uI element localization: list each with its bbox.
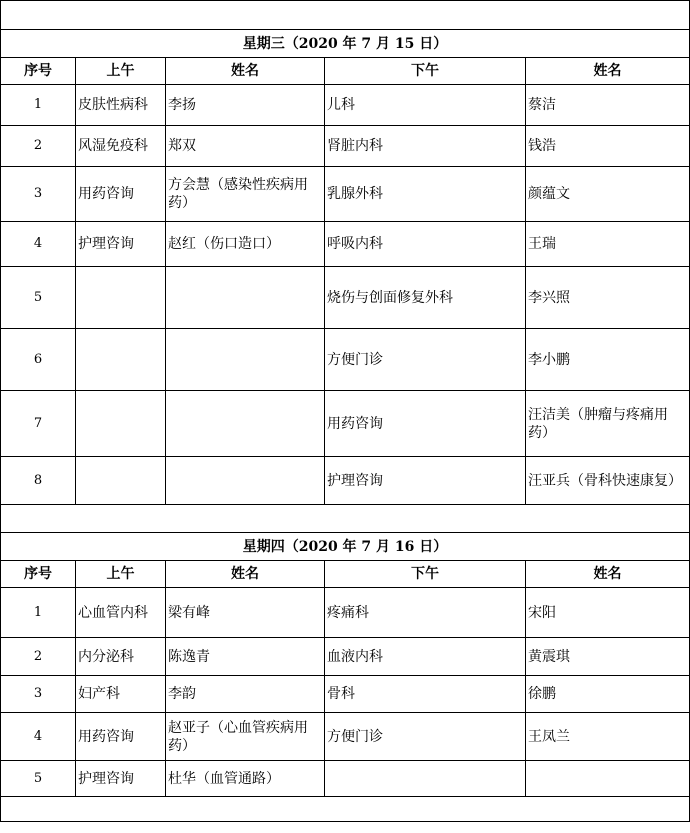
pm-doctor: 颜蕴文 <box>526 167 690 222</box>
row-number: 8 <box>1 457 76 505</box>
header-no: 序号 <box>1 58 76 85</box>
pm-department: 肾脏内科 <box>325 126 526 167</box>
row-number: 2 <box>1 126 76 167</box>
header-pm-name: 姓名 <box>526 561 690 588</box>
table-row <box>1 222 690 267</box>
table-row <box>1 676 690 713</box>
header-am: 上午 <box>76 58 166 85</box>
header-am: 上午 <box>76 561 166 588</box>
pm-department: 骨科 <box>325 676 526 713</box>
blank-cell <box>1 1 690 30</box>
table-row <box>1 588 690 638</box>
am-department <box>76 267 166 329</box>
row-number: 1 <box>1 588 76 638</box>
pm-doctor: 黄震琪 <box>526 638 690 676</box>
pm-doctor: 宋阳 <box>526 588 690 638</box>
row-number: 4 <box>1 713 76 761</box>
am-doctor: 郑双 <box>166 126 325 167</box>
table-row <box>1 761 690 797</box>
header-am-name: 姓名 <box>166 58 325 85</box>
pm-department: 用药咨询 <box>325 391 526 457</box>
pm-doctor: 汪亚兵（骨科快速康复） <box>526 457 690 505</box>
section-title: 星期四（2020 年 7 月 16 日） <box>1 533 690 561</box>
pm-department: 护理咨询 <box>325 457 526 505</box>
pm-department: 疼痛科 <box>325 588 526 638</box>
am-doctor: 赵亚子（心血管疾病用药） <box>166 713 325 761</box>
table-row <box>1 167 690 222</box>
am-doctor <box>166 329 325 391</box>
am-department: 内分泌科 <box>76 638 166 676</box>
pm-doctor: 王瑞 <box>526 222 690 267</box>
pm-department: 血液内科 <box>325 638 526 676</box>
am-doctor: 杜华（血管通路） <box>166 761 325 797</box>
table-row <box>1 391 690 457</box>
am-department: 妇产科 <box>76 676 166 713</box>
row-number: 1 <box>1 85 76 126</box>
pm-doctor: 李小鹏 <box>526 329 690 391</box>
am-doctor <box>166 267 325 329</box>
row-number: 3 <box>1 167 76 222</box>
am-department <box>76 329 166 391</box>
table-row <box>1 85 690 126</box>
am-department: 皮肤性病科 <box>76 85 166 126</box>
am-department: 用药咨询 <box>76 713 166 761</box>
pm-department: 乳腺外科 <box>325 167 526 222</box>
row-number: 3 <box>1 676 76 713</box>
am-doctor <box>166 391 325 457</box>
pm-department: 烧伤与创面修复外科 <box>325 267 526 329</box>
row-number: 2 <box>1 638 76 676</box>
am-department: 护理咨询 <box>76 761 166 797</box>
header-pm: 下午 <box>325 58 526 85</box>
pm-department <box>325 761 526 797</box>
row-number: 4 <box>1 222 76 267</box>
pm-doctor: 汪洁美（肿瘤与疼痛用药） <box>526 391 690 457</box>
am-department <box>76 457 166 505</box>
am-doctor: 陈逸青 <box>166 638 325 676</box>
pm-doctor <box>526 761 690 797</box>
am-department <box>76 391 166 457</box>
table-row <box>1 638 690 676</box>
am-department: 心血管内科 <box>76 588 166 638</box>
table-row <box>1 267 690 329</box>
am-doctor: 方会慧（感染性疾病用药） <box>166 167 325 222</box>
table-row <box>1 126 690 167</box>
table-row <box>1 457 690 505</box>
column-header-row <box>1 58 690 85</box>
am-doctor: 李韵 <box>166 676 325 713</box>
blank-row <box>1 505 690 533</box>
am-department: 护理咨询 <box>76 222 166 267</box>
pm-department: 儿科 <box>325 85 526 126</box>
am-doctor <box>166 457 325 505</box>
pm-doctor: 蔡洁 <box>526 85 690 126</box>
pm-department: 呼吸内科 <box>325 222 526 267</box>
header-am-name: 姓名 <box>166 561 325 588</box>
section-title-row <box>1 30 690 58</box>
blank-row <box>1 1 690 30</box>
pm-department: 方便门诊 <box>325 713 526 761</box>
am-doctor: 李扬 <box>166 85 325 126</box>
row-number: 5 <box>1 761 76 797</box>
header-pm: 下午 <box>325 561 526 588</box>
pm-doctor: 徐鹏 <box>526 676 690 713</box>
header-no: 序号 <box>1 561 76 588</box>
section-title: 星期三（2020 年 7 月 15 日） <box>1 30 690 58</box>
row-number: 7 <box>1 391 76 457</box>
header-pm-name: 姓名 <box>526 58 690 85</box>
pm-department: 方便门诊 <box>325 329 526 391</box>
section-title-row <box>1 533 690 561</box>
am-department: 风湿免疫科 <box>76 126 166 167</box>
row-number: 6 <box>1 329 76 391</box>
blank-cell <box>1 797 690 822</box>
table-row <box>1 329 690 391</box>
row-number: 5 <box>1 267 76 329</box>
am-doctor: 梁有峰 <box>166 588 325 638</box>
column-header-row <box>1 561 690 588</box>
am-department: 用药咨询 <box>76 167 166 222</box>
pm-doctor: 钱浩 <box>526 126 690 167</box>
blank-row <box>1 797 690 822</box>
pm-doctor: 李兴照 <box>526 267 690 329</box>
am-doctor: 赵红（伤口造口） <box>166 222 325 267</box>
pm-doctor: 王凤兰 <box>526 713 690 761</box>
table-row <box>1 713 690 761</box>
blank-cell <box>1 505 690 533</box>
